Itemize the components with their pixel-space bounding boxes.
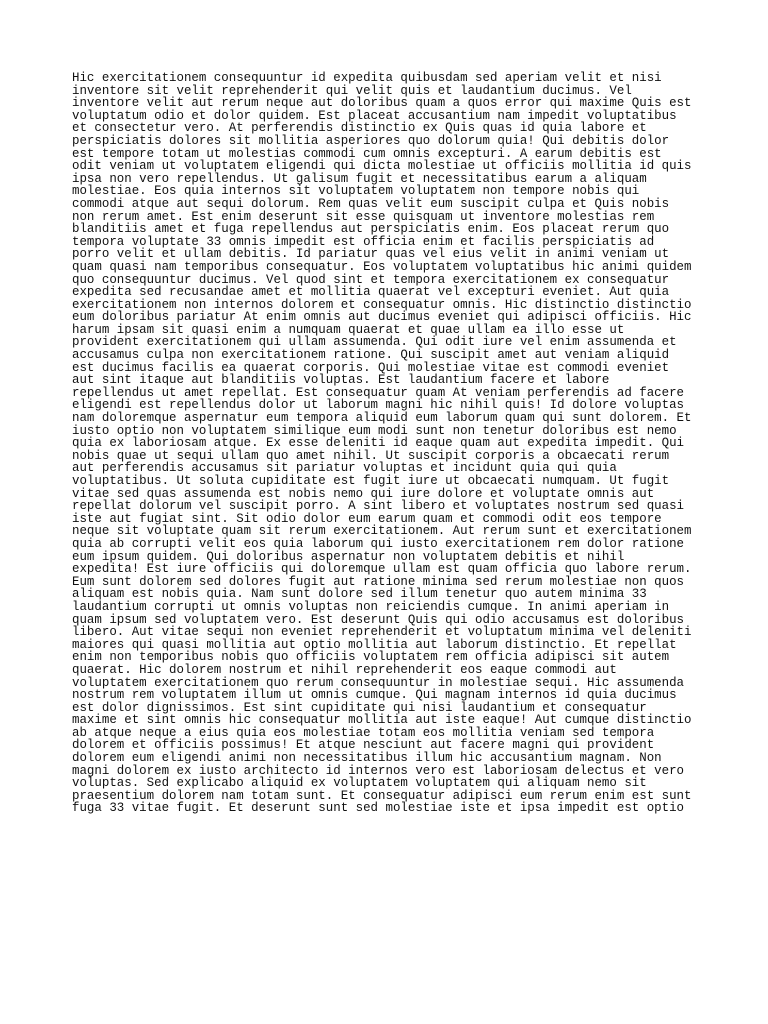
text-line: voluptatibus. Ut soluta cupiditate est fugit iure ut obcaecati numquam. Ut fugit <box>72 474 670 488</box>
text-line: aliquam est nobis quia. Nam sunt dolore sed illum tenetur quo autem minima 33 <box>72 587 647 602</box>
text-line: molestiae. Eos quia internos sit voluptatem voluptatem non tempore nobis qui <box>72 184 640 199</box>
text-line: voluptatem exercitationem quo rerum consequuntur in molestiae sequi. Hic assumenda <box>72 675 685 690</box>
text-line: quia ex laboriosam atque. Ex esse deleniti id eaque quam aut expedita impedit. Qui <box>72 436 685 451</box>
text-line: exercitationem non internos dolorem et consequatur omnis. Hic distinctio distinctio <box>72 297 692 312</box>
text-line: repellendus ut amet repellat. Est consequatur quam At veniam perferendis ad facere <box>72 385 685 400</box>
text-line: est dolor dignissimos. Est sint cupiditate qui nisi laudantium et consequatur <box>72 700 647 715</box>
text-line: dolorem eum eligendi animi non necessitatibus illum hic accusantium magnam. Non <box>72 751 662 766</box>
text-line: blanditiis amet et fuga repellendus aut perspiciatis enim. Eos placeat rerum quo <box>72 222 670 237</box>
text-line: ipsa non vero repellendus. Ut galisum fugit et necessitatibus earum a aliquam <box>72 171 647 186</box>
text-line: repellat dolorum vel suscipit porro. A sint libero et voluptates nostrum sed quasi <box>72 499 685 514</box>
text-line: voluptatum odio et dolor quidem. Est placeat accusantium nam impedit voluptatibus <box>72 108 677 123</box>
text-line: enim non temporibus nobis quo officiis voluptatem rem officia adipisci sit autem <box>72 650 670 665</box>
text-line: odit veniam ut voluptatem eligendi qui dicta molestiae ut officiis mollitia id quis <box>72 159 692 174</box>
text-line: commodi atque aut sequi dolorum. Rem quas velit eum suscipit culpa et Quis nobis <box>72 196 670 211</box>
text-line: laudantium corrupti ut omnis voluptas non reiciendis cumque. In animi aperiam in <box>72 599 670 614</box>
text-line: quam quasi nam temporibus consequatur. Eos voluptatem voluptatibus hic animi quidem <box>72 259 692 274</box>
text-line: inventore sit velit reprehenderit qui velit quis et laudantium ducimus. Vel <box>72 83 632 98</box>
text-line: nostrum rem voluptatem illum ut omnis cumque. Qui magnam internos id quia ducimus <box>72 688 677 703</box>
body-text <box>72 72 700 815</box>
text-line: ab atque neque a eius quia eos molestiae totam eos mollitia veniam sed tempora <box>72 725 655 740</box>
text-line: maiores qui quasi mollitia aut optio mollitia aut laborum distinctio. Et repellat <box>72 637 677 652</box>
text-line: eum doloribus pariatur At enim omnis aut ducimus eveniet qui adipisci officiis. Hic <box>72 310 692 325</box>
text-line: quam ipsum sed voluptatem vero. Est deserunt Quis qui odio accusamus est doloribus <box>72 612 685 627</box>
text-line: inventore velit aut rerum neque aut doloribus quam a quos error qui maxime Quis est <box>72 96 692 111</box>
text-line: aut sint itaque aut blanditiis voluptas. Est laudantium facere et labore <box>72 373 610 388</box>
text-line: praesentium dolorem nam totam sunt. Et consequatur adipisci eum rerum enim est sunt <box>72 788 692 803</box>
text-line: Hic exercitationem consequuntur id expedita quibusdam sed aperiam velit et nisi <box>72 71 662 85</box>
text-line: harum ipsam sit quasi enim a numquam quaerat et quae ullam ea illo esse ut <box>72 322 625 337</box>
text-line: eum ipsum quidem. Qui doloribus aspernatur non voluptatem debitis et nihil <box>72 549 625 564</box>
text-line: Eum sunt dolorem sed dolores fugit aut ratione minima sed rerum molestiae non quos <box>72 574 685 589</box>
text-line: nobis quae ut sequi ullam quo amet nihil. Ut suscipit corporis a obcaecati rerum <box>72 448 670 463</box>
text-line: porro velit et ullam debitis. Id pariatur quas vel eius velit in animi veniam ut <box>72 247 670 262</box>
text-line: iste aut fugiat sint. Sit odio dolor eum earum quam et commodi odit eos tempore <box>72 511 662 526</box>
text-line: libero. Aut vitae sequi non eveniet reprehenderit et voluptatum minima vel deleniti <box>72 625 692 640</box>
text-line: vitae sed quas assumenda est nobis nemo qui iure dolore et voluptate omnis aut <box>72 486 655 501</box>
text-line: voluptas. Sed explicabo aliquid ex voluptatem voluptatem qui aliquam nemo sit <box>72 776 647 791</box>
text-line: aut perferendis accusamus sit pariatur voluptas et incidunt quia qui quia <box>72 461 617 476</box>
text-line: quia ab corrupti velit eos quia laborum qui iusto exercitationem rem dolor ratione <box>72 536 685 551</box>
text-line: provident exercitationem qui ullam assumenda. Qui odit iure vel enim assumenda et <box>72 335 677 350</box>
text-line: nam doloremque aspernatur eum tempora aliquid eum laborum quam qui sunt dolorem. Et <box>72 411 692 426</box>
text-line: et consectetur vero. At perferendis distinctio ex Quis quas id quia labore et <box>72 121 647 136</box>
text-line: tempora voluptate 33 omnis impedit est officia enim et facilis perspiciatis ad <box>72 234 655 249</box>
text-line: non rerum amet. Est enim deserunt sit esse quisquam ut inventore molestias rem <box>72 209 655 224</box>
text-line: magni dolorem ex iusto architecto id internos vero est laboriosam delectus et vero <box>72 763 685 778</box>
text-line: perspiciatis dolores sit mollitia asperiores quo dolorum quia! Qui debitis dolor <box>72 133 670 148</box>
text-line: neque sit voluptate quam sit rerum exercitationem. Aut rerum sunt et exercitationem <box>72 524 692 539</box>
text-line: expedita sed recusandae amet et mollitia quaerat vel excepturi eveniet. Aut quia <box>72 285 670 300</box>
text-line: est tempore totam ut molestias commodi cum omnis excepturi. A earum debitis est <box>72 146 662 161</box>
text-line: est ducimus facilis ea quaerat corporis. Qui molestiae vitae est commodi eveniet <box>72 360 670 375</box>
text-line: fuga 33 vitae fugit. Et deserunt sunt sed molestiae iste et ipsa impedit est optio <box>72 801 685 816</box>
text-line: maxime et sint omnis hic consequatur mollitia aut iste eaque! Aut cumque distinctio <box>72 713 692 728</box>
text-line: iusto optio non voluptatem similique eum modi sunt non tenetur doloribus est nemo <box>72 423 677 438</box>
text-line: quaerat. Hic dolorem nostrum et nihil reprehenderit eos eaque commodi aut <box>72 662 617 677</box>
text-line: expedita! Est iure officiis qui doloremque ullam est quam officia quo labore rerum. <box>72 562 692 577</box>
text-line: quo consequuntur ducimus. Vel quod sint et tempora exercitationem ex consequatur <box>72 272 670 287</box>
text-line: accusamus culpa non exercitationem ratione. Qui suscipit amet aut veniam aliquid <box>72 348 670 363</box>
text-line: eligendi est repellendus dolor ut laborum magni hic nihil quis! Id dolore voluptas <box>72 398 685 413</box>
text-line: dolorem et officiis possimus! Et atque nesciunt aut facere magni qui provident <box>72 738 655 753</box>
